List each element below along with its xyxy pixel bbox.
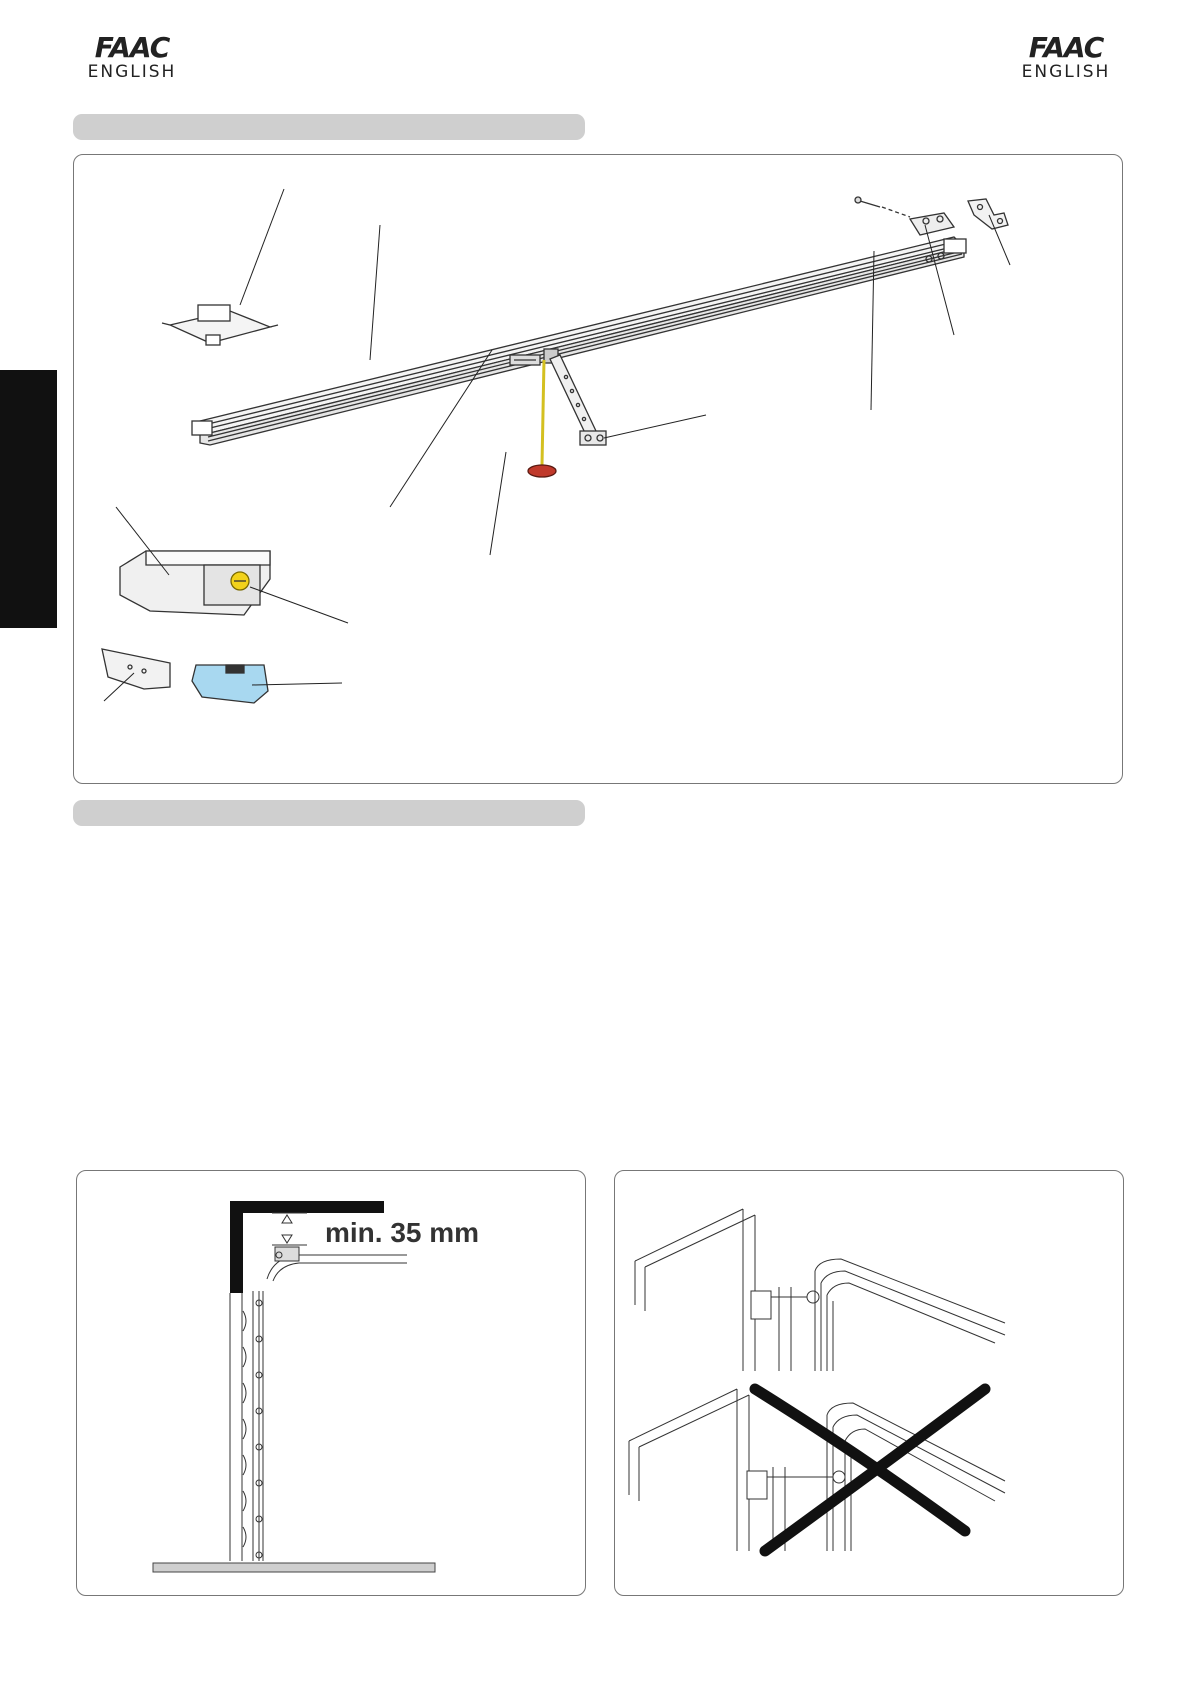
correct-installation-drawing	[635, 1209, 1005, 1371]
door-rollers	[243, 1311, 246, 1547]
clearance-diagram-panel	[76, 1170, 586, 1596]
door-arm-drawing	[550, 355, 606, 445]
language-label: ENGLISH	[1021, 62, 1111, 82]
faac-logo-right	[1006, 31, 1126, 82]
release-cord	[542, 360, 544, 465]
components-diagram	[74, 155, 1124, 785]
cross-mark-icon	[755, 1389, 985, 1551]
front-bracket-drawing	[855, 197, 1008, 235]
components-diagram-panel	[73, 154, 1123, 784]
light-cover-drawing	[192, 665, 268, 703]
brand-name: FAAC	[1028, 31, 1104, 64]
section-heading-bar	[73, 114, 585, 140]
brand-name: FAAC	[94, 31, 170, 64]
door-detail-diagram	[615, 1171, 1125, 1597]
min-clearance-label: min. 35 mm	[325, 1217, 480, 1248]
release-knob	[528, 465, 556, 477]
door-detail-panel	[614, 1170, 1124, 1596]
language-label: ENGLISH	[87, 62, 177, 82]
lower-cover-drawing	[102, 649, 170, 689]
section-heading-bar	[73, 800, 585, 826]
faac-logo-left	[72, 31, 192, 82]
operator-head-drawing	[120, 551, 270, 615]
callout-leaders	[104, 189, 1010, 701]
ceiling-bracket-drawing	[162, 305, 278, 345]
language-side-tab	[0, 370, 57, 628]
